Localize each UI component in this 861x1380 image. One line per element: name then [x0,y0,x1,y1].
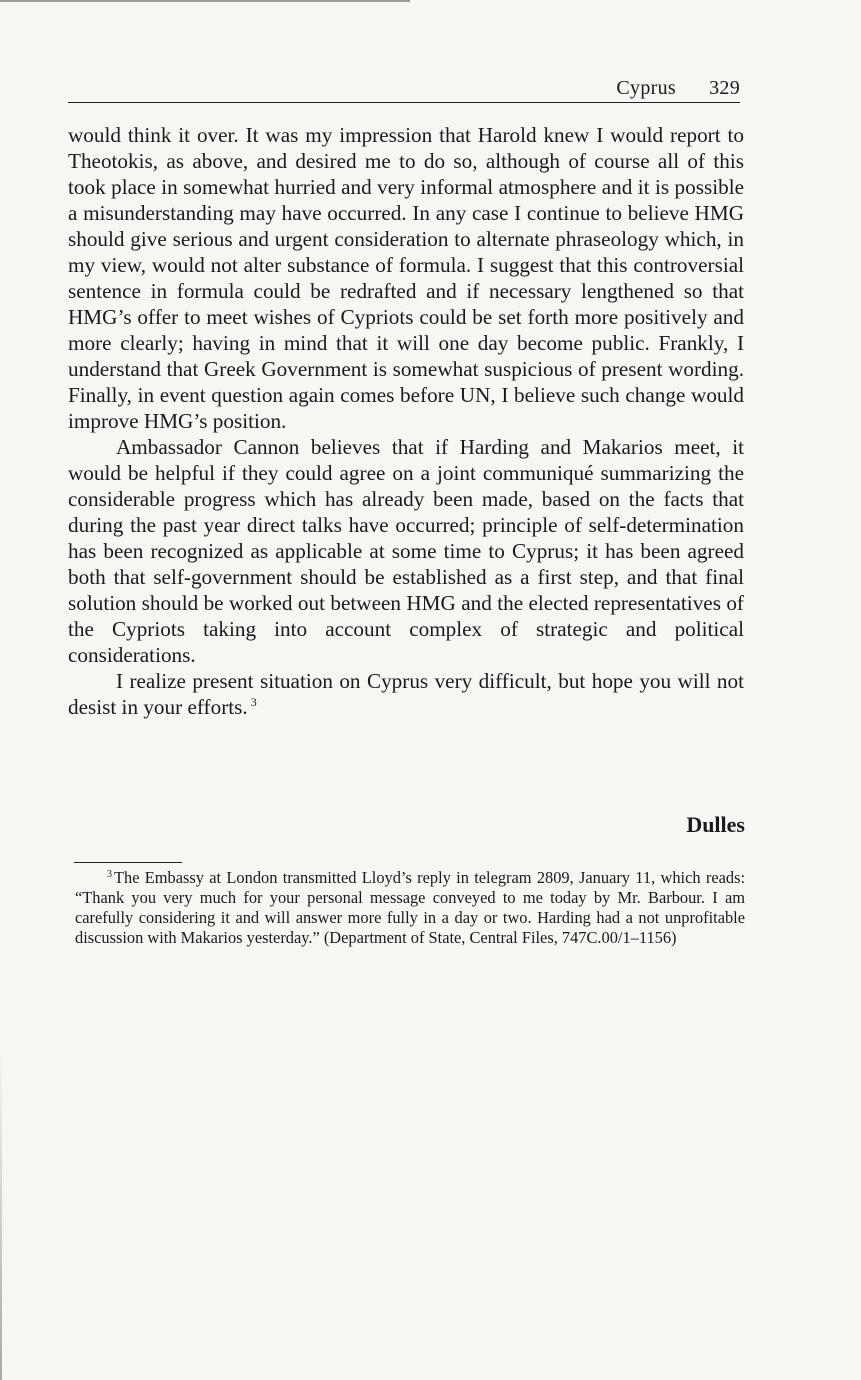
scan-top-edge [0,0,410,2]
page-header [68,76,740,103]
scan-left-edge [0,1050,2,1380]
footnote [75,868,745,948]
footnote-divider [74,862,182,863]
page-number: 329 [709,77,740,99]
running-head: Cyprus [616,77,676,99]
paragraph-closing-text: I realize present situation on Cyprus very difficult, but hope you will not desist in your efforts. [68,669,744,719]
footnote-paragraph [75,868,745,948]
body-text [68,122,744,720]
footnote-reference: 3 [250,694,257,709]
paragraph-continuation: would think it over. It was my impression that Harold knew I would report to Theotokis, as above, and desired me to do so, although of course all of this took place in somewhat hurried and very informal atmosphere and it is possible a misunderstanding may have occurred. In any case I continue to believe HMG should give serious and urgent consideration to alternate phraseology which, in my view, would not alter substance of formula. I suggest that this controversial sentence in formula could be redrafted and if necessary lengthened so that HMG’s offer to meet wishes of Cypriots could be set forth more positively and more clearly; having in mind that it will one day become public. Frankly, I understand that Greek Government is somewhat suspicious of present wording. Finally, in event question again comes before UN, I believe such change would improve HMG’s position. [68,123,744,433]
paragraph-cannon: Ambassador Cannon believes that if Harding and Makarios meet, it would be helpful if they could agree on a joint communiqué summarizing the considerable progress which has already been made, based on the facts that during the past year direct talks have occurred; principle of self-determination has been recognized as applicable at some time to Cyprus; it has been agreed both that self-government should be established as a first step, and that final solution should be worked out between HMG and the elected representatives of the Cypriots taking into account complex of strategic and political considerations. [68,435,744,667]
footnote-text: The Embassy at London transmitted Lloyd’s reply in telegram 2809, January 11, which reads: “Thank you very much for your personal message conveyed to me today by Mr. Barbour. I am carefully considering it and will answer more fully in a day or two. Harding had a not unprofitable discussion with Makarios yesterday.” (Department of State, Central Files, 747C.00/1–1156) [75,868,745,947]
paragraph-closing [68,668,744,720]
footnote-marker: 3 [107,868,112,880]
signature: Dulles [686,812,745,837]
